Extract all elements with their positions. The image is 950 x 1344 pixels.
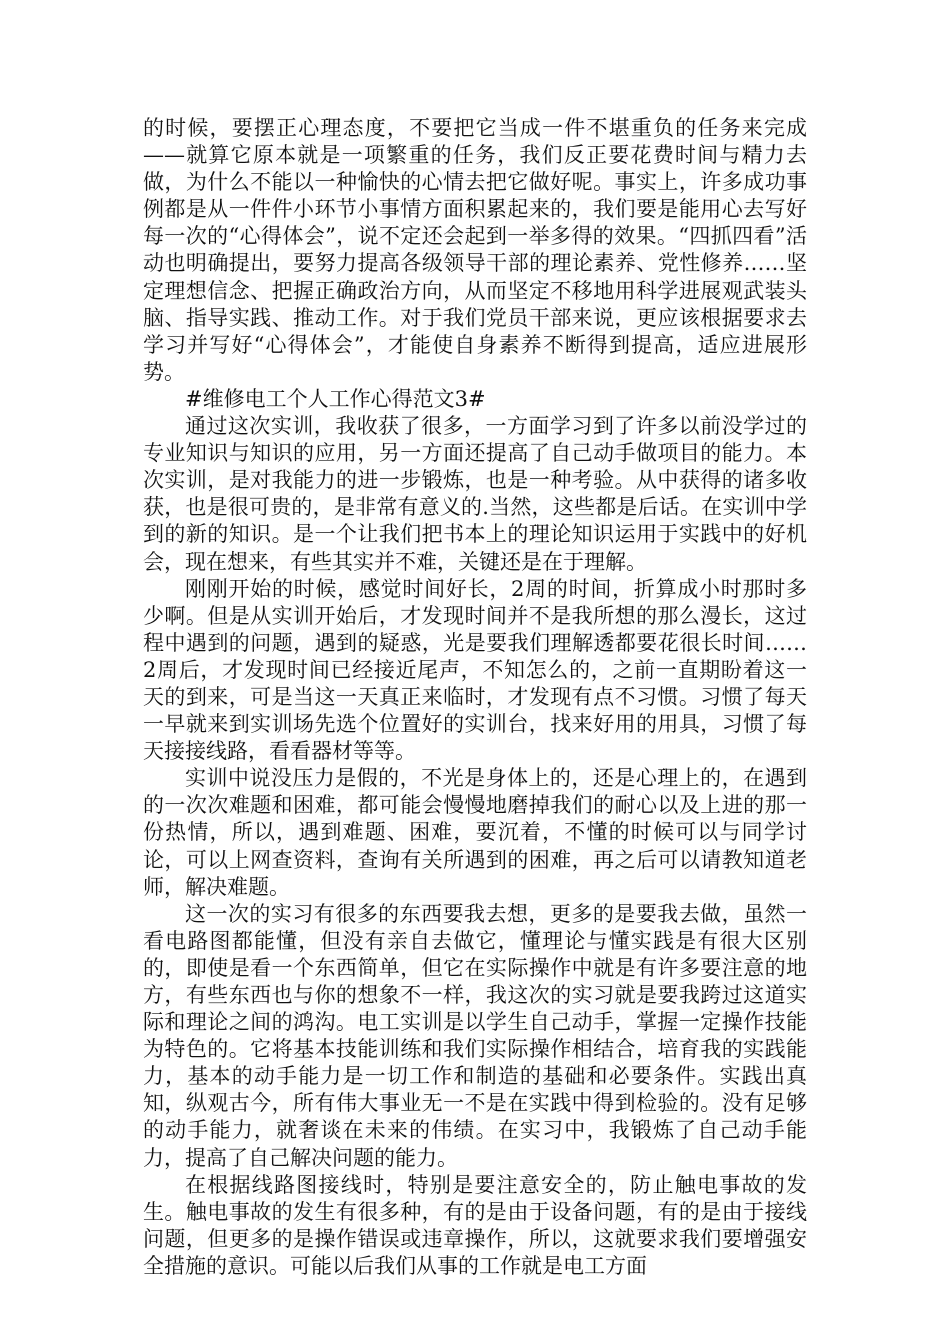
section-heading: #维修电工个人工作心得范文3#	[185, 386, 486, 411]
paragraph: 实训中说没压力是假的，不光是身体上的，还是心理上的，在遇到的一次次难题和困难，都可能会慢慢地磨掉我们的耐心以及上进的那一份热情，所以，遇到难题、困难，要沉着，不懂的时候可以与同学讨论，可以上网查资料，查询有关所遇到的困难，再之后可以请教知道老师，解决难题。	[143, 766, 807, 899]
paragraph: 通过这次实训，我收获了很多，一方面学习到了许多以前没学过的专业知识与知识的应用，另一方面还提高了自己动手做项目的能力。本次实训，是对我能力的进一步锻炼，也是一种考验。从中获得的诸多收获，也是很可贵的，是非常有意义的.当然，这些都是后话。在实训中学到的新的知识。是一个让我们把书本上的理论知识运用于实践中的好机会，现在想来，有些其实并不难，关键还是在于理解。	[143, 414, 807, 574]
paragraph: 刚刚开始的时候，感觉时间好长，2周的时间，折算成小时那时多少啊。但是从实训开始后，才发现时间并不是我所想的那么漫长，这过程中遇到的问题，遇到的疑惑，光是要我们理解透都要花很长时间……2周后，才发现时间已经接近尾声，不知怎么的，之前一直期盼着这一天的到来，可是当这一天真正来临时，才发现有点不习惯。习惯了每天一早就来到实训场先选个位置好的实训台，找来好用的用具，习惯了每天接接线路，看看器材等等。	[143, 576, 807, 764]
paragraph: 在根据线路图接线时，特别是要注意安全的，防止触电事故的发生。触电事故的发生有很多种，有的是由于设备问题，有的是由于接线问题，但更多的是操作错误或违章操作，所以，这就要求我们要增强安全措施的意识。可能以后我们从事的工作就是电工方面	[143, 1172, 807, 1278]
paragraph-continued: 的时候，要摆正心理态度，不要把它当成一件不堪重负的任务来完成——就算它原本就是一项繁重的任务，我们反正要花费时间与精力去做，为什么不能以一种愉快的心情去把它做好呢。事实上，许多成功事例都是从一件件小环节小事情方面积累起来的，我们要是能用心去写好每一次的“心得体会”，说不定还会起到一举多得的效果。“四抓四看”活动也明确提出，要努力提高各级领导干部的理论素养、党性修养……坚定理想信念、把握正确政治方向，从而坚定不移地用科学进展观武装头脑、指导实践、推动工作。对于我们党员干部来说，更应该根据要求去学习并写好“心得体会”，才能使自身素养不断得到提高，适应进展形势。	[143, 116, 807, 384]
document-page	[143, 115, 807, 1280]
paragraph: 这一次的实习有很多的东西要我去想，更多的是要我去做，虽然一看电路图都能懂，但没有亲自去做它，懂理论与懂实践是有很大区别的，即使是看一个东西简单，但它在实际操作中就是有许多要注意的地方，有些东西也与你的想象不一样，我这次的实习就是要我跨过这道实际和理论之间的鸿沟。电工实训是以学生自己动手，掌握一定操作技能为特色的。它将基本技能训练和我们实际操作相结合，培育我的实践能力，基本的动手能力是一切工作和制造的基础和必要条件。实践出真知，纵观古今，所有伟大事业无一不是在实践中得到检验的。没有足够的动手能力，就奢谈在未来的伟绩。在实习中，我锻炼了自己动手能力，提高了自己解决问题的能力。	[143, 901, 807, 1170]
